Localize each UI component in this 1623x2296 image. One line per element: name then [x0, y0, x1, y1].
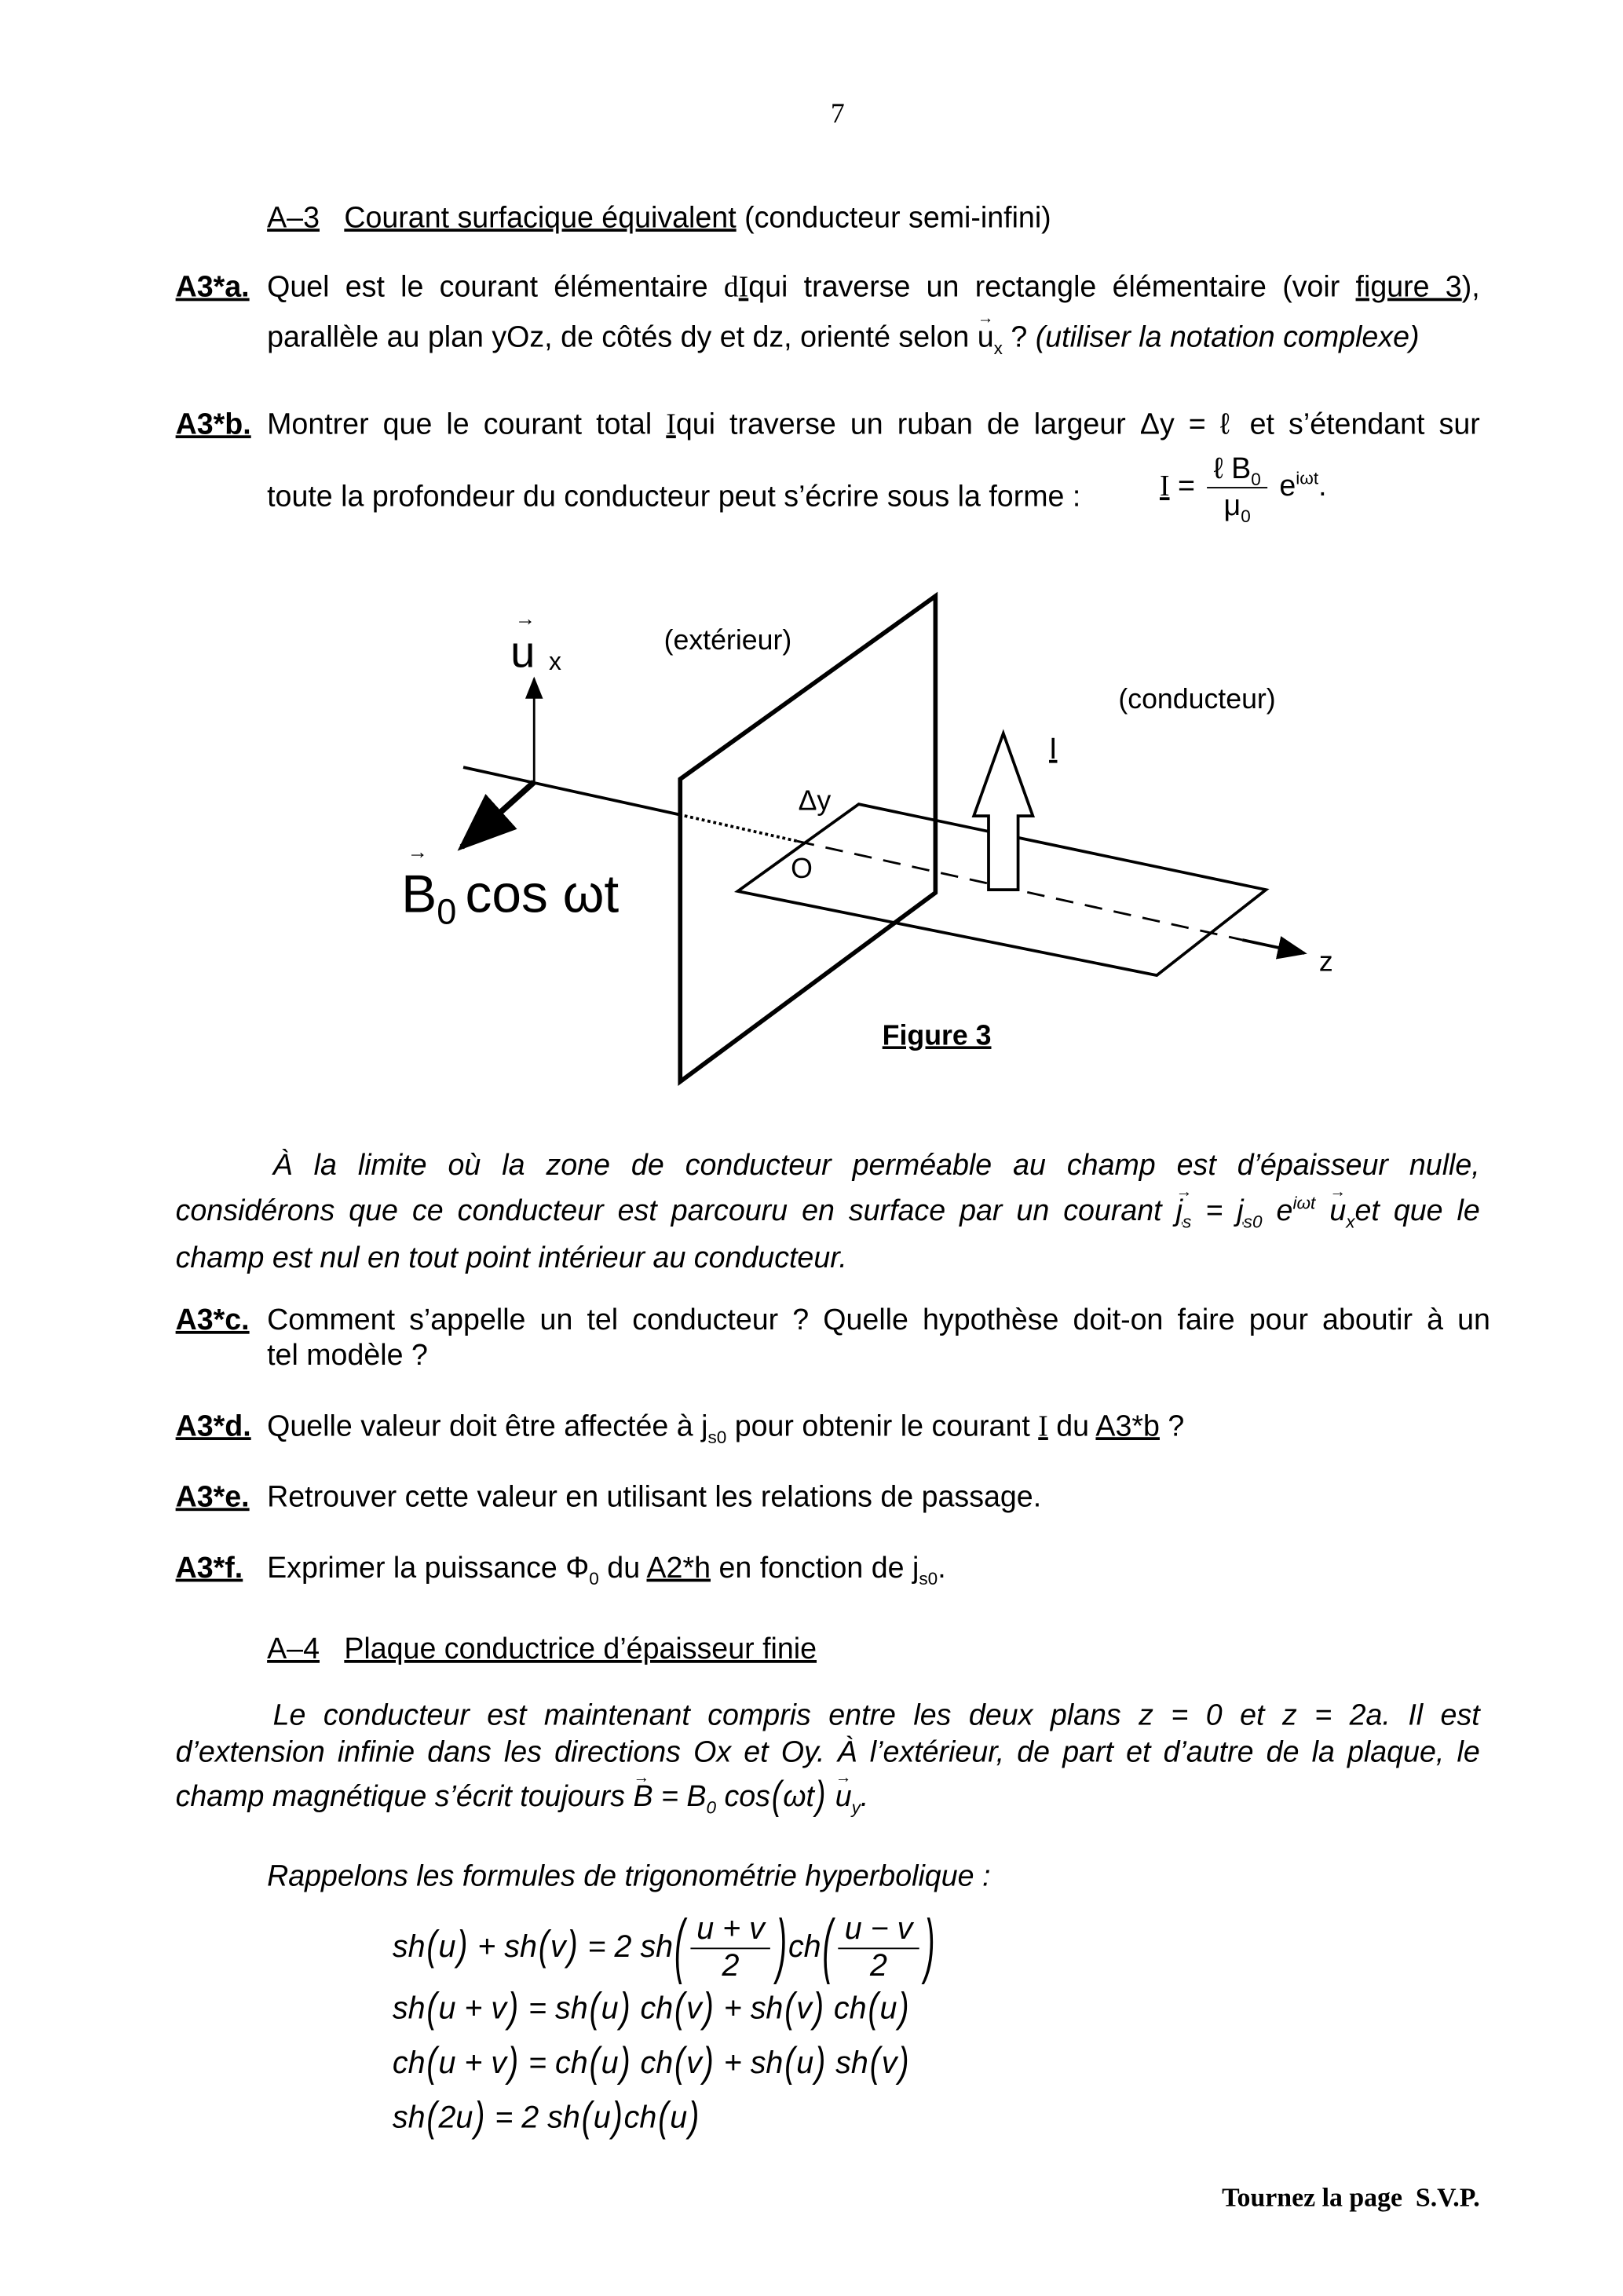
text: ?: [1168, 1410, 1185, 1443]
delta-y-label: Δy: [798, 784, 832, 817]
text: toute la profondeur du conducteur peut s’écrire sous la forme :: [267, 481, 1081, 514]
formula-sh-double: sh(2u) = 2 sh(u)ch(u): [392, 2094, 700, 2141]
js0-symbol: j: [701, 1410, 708, 1443]
text: du: [607, 1552, 641, 1585]
text: Quel est le courant élémentaire: [267, 271, 708, 305]
text: pour obtenir le courant: [734, 1410, 1030, 1443]
formula-sh-addition: sh(u + v) = sh(u) ch(v) + sh(v) ch(u): [392, 1985, 909, 2032]
current-I: I: [1038, 1410, 1048, 1443]
text: qui traverse un rectangle élémentaire (voir: [748, 271, 1340, 305]
page-number: 7: [830, 98, 845, 130]
section-number: A–3: [267, 202, 320, 235]
paragraph-1-line3: champ est nul en tout point intérieur au conducteur.: [175, 1242, 847, 1275]
paragraph-1-line2: [175, 1192, 1480, 1233]
question-label: A3*e.: [175, 1481, 250, 1514]
reference-link-a2h[interactable]: A2*h: [646, 1552, 711, 1585]
z-axis-solid: [463, 767, 678, 814]
text: et que le: [1354, 1195, 1480, 1228]
text: ),: [1461, 271, 1480, 305]
dI-d: d: [723, 271, 739, 305]
surface-current-formula: → $j_s = j_{s0}$ $e^{i\omega t} \to u_x$: [1176, 1195, 1355, 1227]
conductor-surface-plane: [680, 596, 935, 1081]
b-field-arrow: [462, 782, 534, 847]
section-title: Courant surfacique équivalent: [344, 202, 737, 235]
ux-subscript: x: [549, 647, 561, 676]
formula-I: I: [1159, 470, 1170, 503]
text: considérons que ce conducteur est parcouru en surface par un courant: [175, 1195, 1162, 1228]
equals: =: [1177, 470, 1195, 503]
figure-caption: Figure 3: [882, 1019, 992, 1051]
text: du: [1056, 1410, 1090, 1443]
hyperbolic-intro: Rappelons les formules de trigonométrie hyperbolique :: [267, 1860, 991, 1893]
text: Quelle valeur doit être affectée à: [267, 1410, 693, 1443]
text: ?: [1011, 321, 1028, 354]
paragraph-2-line3: champ magnétique s’écrit toujours → $B = B_0$ $\cos(\omega t) \to u_y$.: [176, 1781, 1389, 1815]
js0-symbol: j: [912, 1552, 919, 1585]
current-formula: I = $\frac{\ell B_0}{\mu_0}$ $e^{i\omega t}$.: [1159, 452, 1327, 527]
section-number: A–4: [267, 1633, 320, 1666]
paragraph-2-line1: Le conducteur est maintenant compris entre les deux plans z = 0 et z = 2a. Il est: [272, 1699, 1480, 1733]
current-I: I: [666, 408, 676, 441]
question-e: Retrouver cette valeur en utilisant les relations de passage.: [267, 1481, 1042, 1514]
figure-link[interactable]: figure 3: [1355, 271, 1462, 305]
ux-subscript: x: [993, 338, 1003, 359]
b-field-label: $B_0$ cos ωt: [401, 865, 620, 932]
text: parallèle au plan yOz, de côtés dy et dz, orienté selon: [267, 321, 970, 354]
question-label: A3*c.: [175, 1304, 250, 1337]
reference-link-a3b[interactable]: A3*b: [1095, 1410, 1160, 1443]
z-axis-dotted: [678, 814, 796, 841]
text: qui traverse un ruban de largeur: [675, 408, 1126, 441]
width-delta-y: Δy = ℓ: [1139, 408, 1236, 441]
text: Montrer que le courant total: [267, 408, 652, 441]
section-subtitle: (conducteur semi-infini): [744, 202, 1051, 235]
numerator: ℓ $B_0$: [1208, 452, 1267, 488]
z-axis-label: z: [1318, 945, 1333, 978]
ux-symbol: u: [977, 321, 994, 354]
denominator: $\mu_0$: [1223, 489, 1251, 527]
question-label: A3*f.: [175, 1552, 243, 1585]
question-label: A3*b.: [175, 408, 251, 441]
question-c-line1: Comment s’appelle un tel conducteur ? Quelle hypothèse doit-on faire pour aboutir à un: [267, 1304, 1490, 1337]
exterior-label: (extérieur): [663, 623, 792, 656]
formula-ch-addition: ch(u + v) = ch(u) ch(v) + sh(u) sh(v): [392, 2040, 909, 2086]
question-d: Quelle valeur doit être affectée à $j_{s0}$ pour obtenir le courant I du A3*b ?: [267, 1410, 1185, 1448]
phi-symbol: Φ: [565, 1552, 590, 1585]
section-heading-a4: [267, 1633, 817, 1667]
formula-sh-sum: sh(u) + sh(v) = 2 sh( $\frac{u + v}{2}$ )ch( $\frac{u - v}{2}$ ): [392, 1907, 935, 1986]
vector-arrow-glyph: →: [514, 606, 536, 631]
vector-arrow-glyph: →: [407, 839, 428, 864]
text: et s’étendant sur: [1249, 408, 1480, 441]
text: en fonction de: [718, 1552, 905, 1585]
z-axis-arrow: [1242, 940, 1304, 953]
question-f: Exprimer la puissance $\Phi_0$ du A2*h en fonction de $j_{s0}$.: [267, 1552, 946, 1589]
question-c-line2: tel modèle ?: [267, 1340, 428, 1373]
exponential: e: [1279, 470, 1296, 503]
question-label: A3*a.: [175, 271, 250, 305]
conductor-label: (conducteur): [1118, 682, 1276, 715]
hint: (utiliser la notation complexe): [1035, 321, 1420, 354]
current-label: I: [1049, 731, 1058, 765]
origin-label: O: [791, 853, 813, 885]
footer-turn-page: Tournez la page S.V.P.: [1222, 2182, 1480, 2212]
dI-I: I: [738, 271, 749, 305]
paragraph-1-line1: À la limite où la zone de conducteur perméable au champ est d’épaisseur nulle,: [272, 1149, 1480, 1183]
current-arrow: [974, 733, 1033, 890]
text: Exprimer la puissance: [267, 1552, 557, 1585]
paragraph-2-line2: d’extension infinie dans les directions Ox et Oy. À l’extérieur, de part et d’autre de la plaque, le: [175, 1736, 1480, 1770]
ux-label: u: [510, 627, 536, 677]
question-label: A3*d.: [175, 1410, 251, 1443]
exponent: iωt: [1296, 467, 1319, 489]
section-title: Plaque conductrice d’épaisseur finie: [344, 1633, 817, 1666]
